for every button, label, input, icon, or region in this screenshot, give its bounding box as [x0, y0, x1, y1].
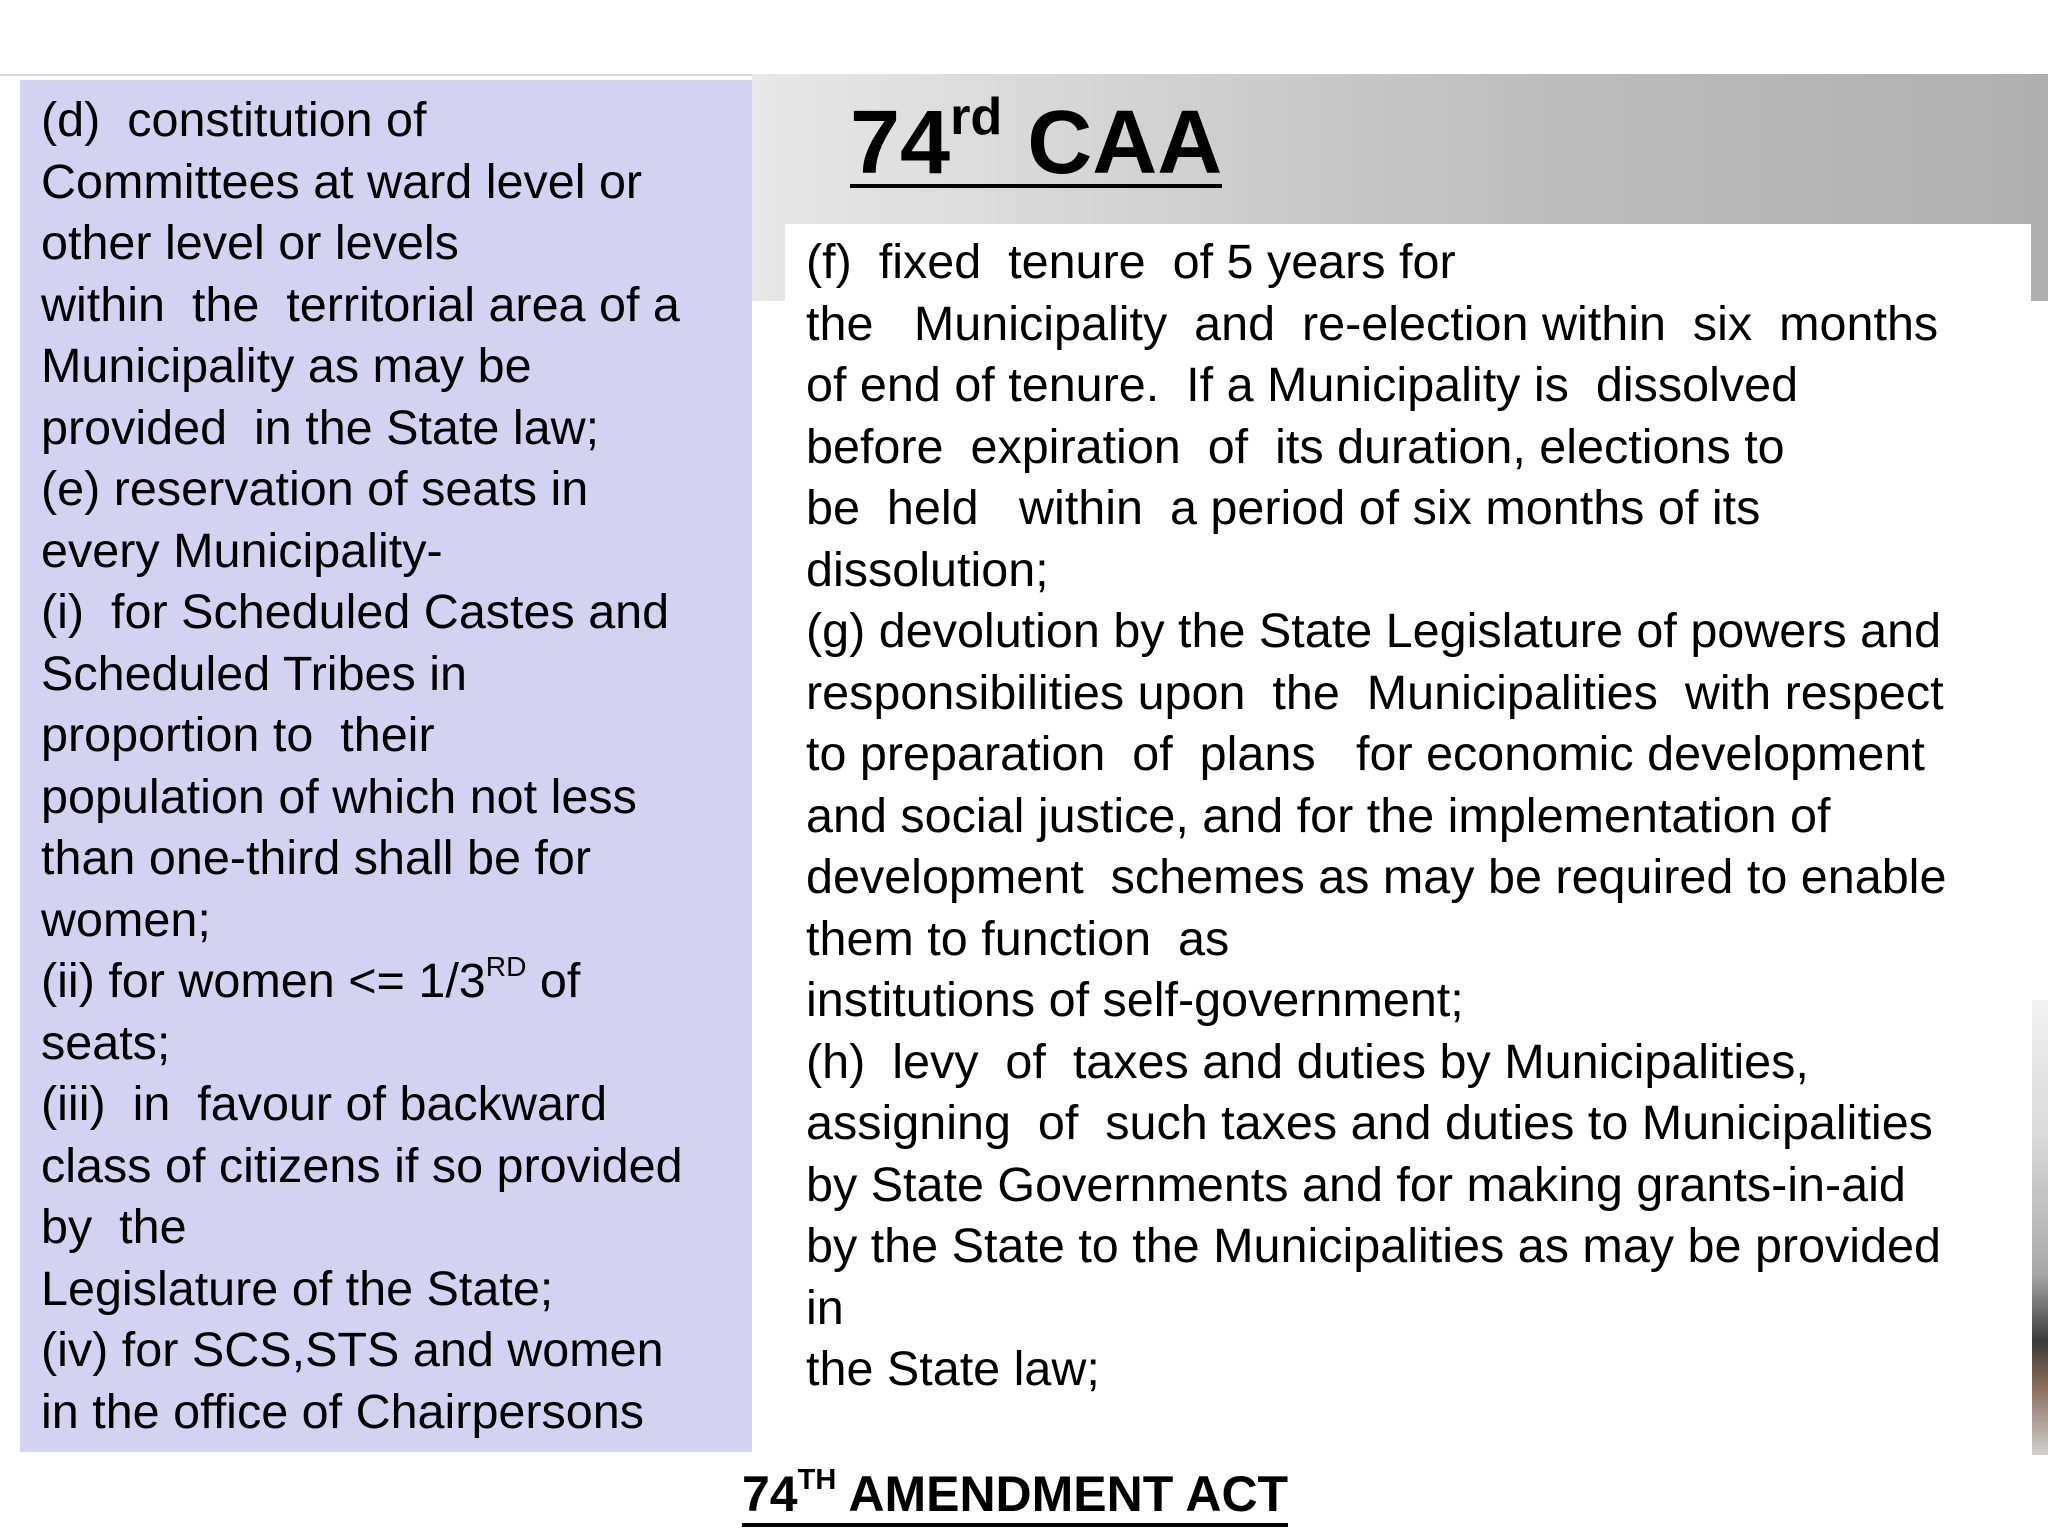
left-line: seats;: [41, 1015, 171, 1070]
left-line: (e) reservation of seats in: [41, 462, 589, 516]
slide-title-text: CAA: [1002, 93, 1223, 193]
left-line: Municipality as may be: [41, 339, 532, 393]
right-line: (g) devolution by the State Legislature of powers and: [806, 604, 1942, 658]
women-line-superscript: RD: [485, 950, 527, 982]
slide-title-ordinal: rd: [950, 87, 1003, 146]
left-line: women;: [41, 892, 211, 947]
left-line: Scheduled Tribes in: [41, 646, 467, 701]
women-line-prefix: (ii) for women <= 1/3: [41, 954, 486, 1008]
decorative-edge-photo: [2032, 1000, 2048, 1455]
left-line: within the territorial area of a: [41, 277, 680, 332]
left-line: provided in the State law;: [41, 400, 600, 455]
right-line: and social justice, and for the implementation of: [806, 788, 1831, 843]
left-line-women: [41, 951, 752, 1013]
right-text-panel: [785, 224, 2031, 1454]
left-line: by the: [41, 1200, 187, 1254]
right-line: before expiration of its duration, elections to: [806, 419, 1785, 474]
right-line: the Municipality and re-election within six months: [806, 296, 1939, 351]
left-line: than one-third shall be for: [41, 831, 592, 885]
right-line: dissolution;: [806, 542, 1049, 597]
right-line: them to function as: [806, 911, 1230, 966]
right-line: development schemes as may be required to enable: [806, 850, 1947, 904]
right-line: in: [806, 1280, 844, 1335]
right-line: (f) fixed tenure of 5 years for: [806, 235, 1456, 289]
left-line: (i) for Scheduled Castes and: [41, 585, 670, 639]
left-line: other level or levels: [41, 216, 459, 270]
right-line: by the State to the Municipalities as may be provided: [806, 1219, 1941, 1273]
left-line: Legislature of the State;: [41, 1261, 554, 1316]
left-line: class of citizens if so provided: [41, 1138, 683, 1193]
right-line: responsibilities upon the Municipalities with respect: [806, 665, 1944, 720]
left-line: (iv) for SCS,STS and women: [41, 1323, 664, 1377]
footer-text: AMENDMENT ACT: [836, 1466, 1289, 1522]
right-line: (h) levy of taxes and duties by Municipalities,: [806, 1034, 1809, 1089]
right-line: to preparation of plans for economic development: [806, 727, 1925, 781]
right-line: of end of tenure. If a Municipality is dissolved: [806, 358, 1799, 412]
right-line: institutions of self-government;: [806, 973, 1464, 1027]
left-line: proportion to their: [41, 708, 435, 762]
right-line: assigning of such taxes and duties to Municipalities: [806, 1096, 1933, 1150]
left-line: every Municipality-: [41, 523, 443, 578]
left-text-panel: [20, 80, 752, 1452]
right-line: be held within a period of six months of its: [806, 481, 1761, 535]
right-line: by State Governments and for making grants-in-aid: [806, 1157, 1906, 1212]
right-line: the State law;: [806, 1342, 1100, 1396]
left-line: in the office of Chairpersons: [41, 1384, 645, 1439]
left-line: (iii) in favour of backward: [41, 1077, 608, 1131]
slide-footer: [742, 1465, 1288, 1527]
left-line: Committees at ward level or: [41, 154, 643, 209]
left-line: population of which not less: [41, 769, 637, 824]
footer-number: 74: [742, 1466, 798, 1522]
left-line: (d) constitution of: [41, 93, 427, 147]
women-line-suffix: of: [526, 954, 581, 1008]
footer-ordinal: TH: [797, 1464, 837, 1497]
slide-title: [850, 87, 1223, 193]
slide-title-number: 74: [850, 93, 951, 193]
